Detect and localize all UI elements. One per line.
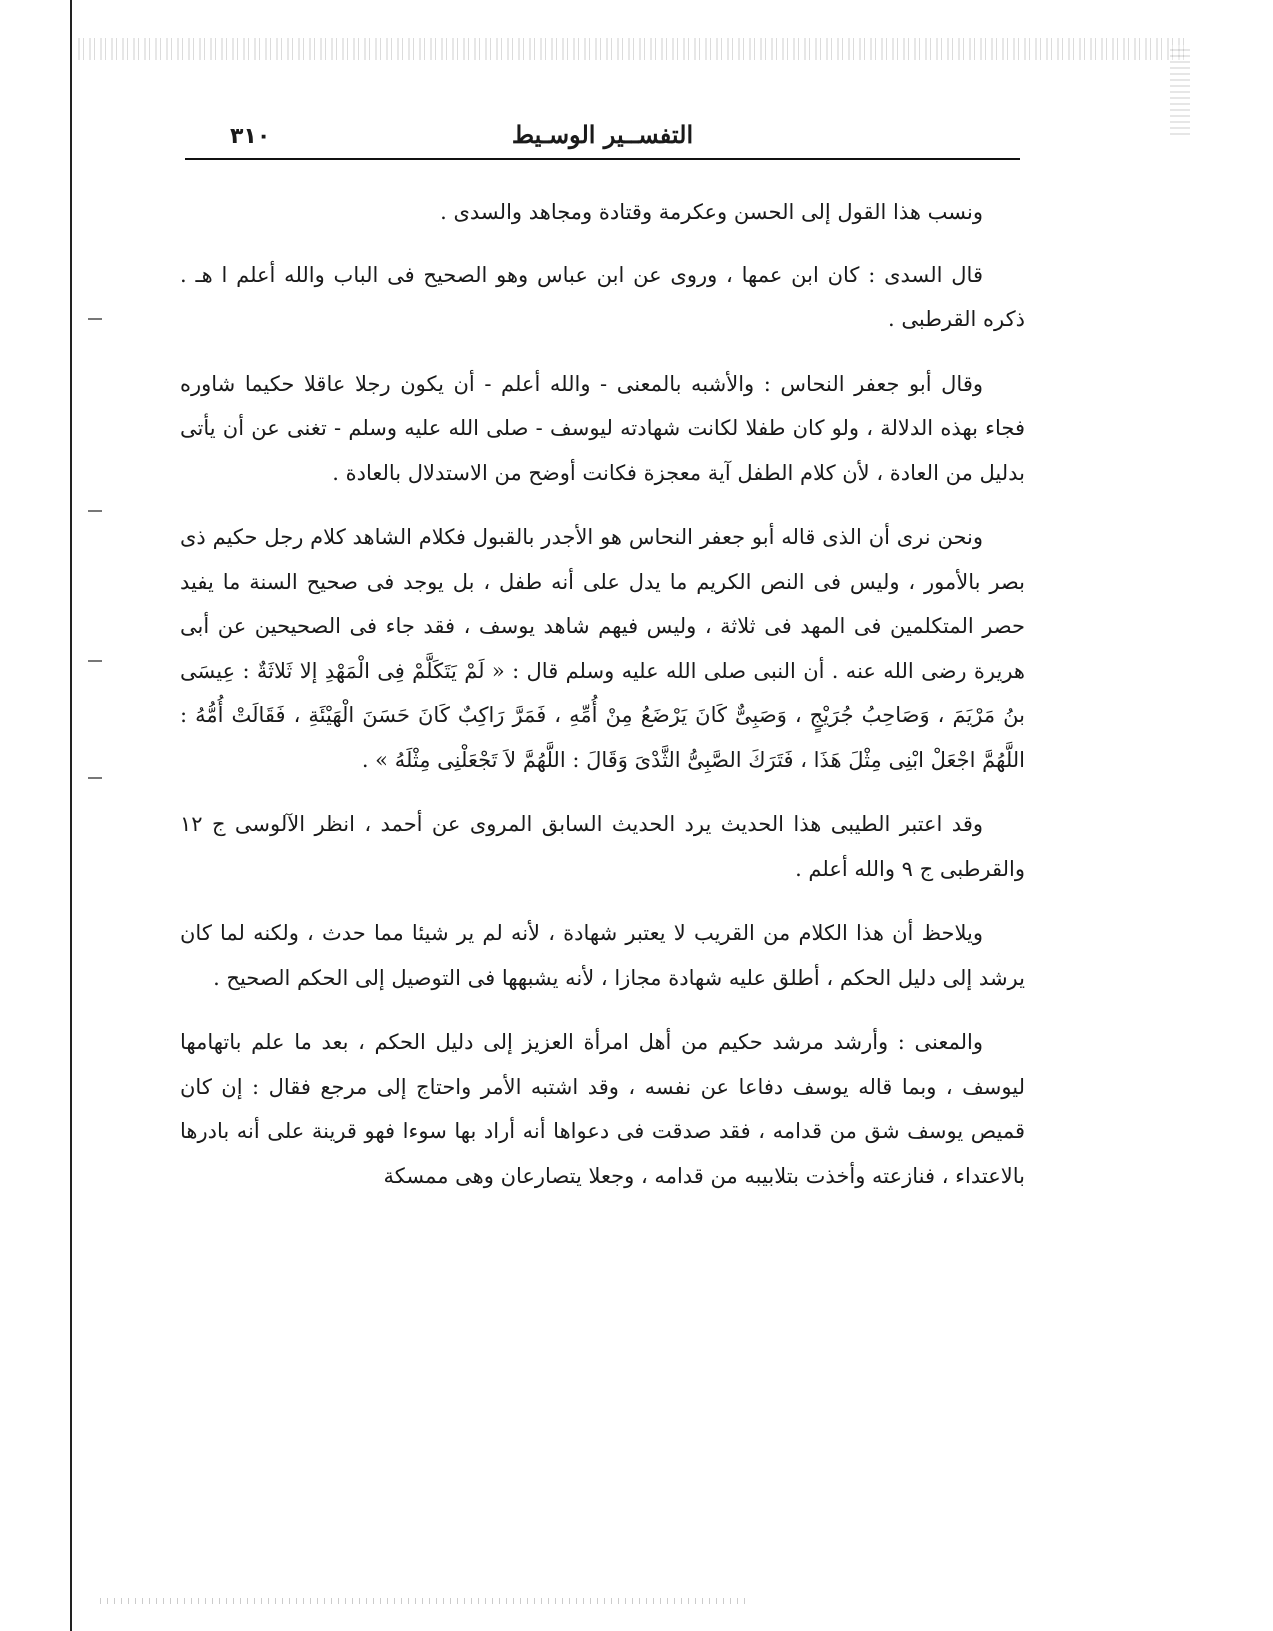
margin-mark [88,510,102,512]
scan-top-noise [78,38,1188,60]
paragraph: وقد اعتبر الطيبى هذا الحديث يرد الحديث السابق المروى عن أحمد ، انظر الآلوسى ج ١٢ والقرطبى ج ٩ والله أعلم . [180,812,1025,881]
margin-mark [88,660,102,662]
paragraph: ويلاحظ أن هذا الكلام من القريب لا يعتبر شهادة ، لأنه لم ير شيئا مما حدث ، ولكنه لما كان يرشد إلى دليل الحكم ، أطلق عليه شهادة مجازا ، لأنه يشبهها فى التوصيل إلى الحكم الصحيح . [180,921,1025,990]
running-title: التفســير الوسـيط [511,120,694,149]
page-header [185,110,1020,160]
margin-mark [88,318,102,320]
paragraph: ونسب هذا القول إلى الحسن وعكرمة وقتادة ومجاهد والسدى . [440,200,983,224]
paragraph: ونحن نرى أن الذى قاله أبو جعفر النحاس هو الأجدر بالقبول فكلام الشاهد كلام رجل حكيم ذى بصر بالأمور ، وليس فى النص الكريم ما يدل على أنه طفل ، بل يوجد فى صحيح السنة ما يفيد حصر المتكلمين فى المهد فى ثلاثة ، وليس فيهم شاهد يوسف ، فقد جاء فى الصحيحين عن أبى هريرة رضى الله عنه . أن النبى صلى الله عليه وسلم قال : « لَمْ يَتَكَلَّمْ فِى الْمَهْدِ إلا ثَلاثَةٌ : عِيسَى بنُ مَرْيَمَ ، وَصَاحِبُ جُرَيْجٍ ، وَصَبِىٌّ كَانَ يَرْضَعُ مِنْ أُمِّهِ ، فَمَرَّ رَاكِبٌ كَانَ حَسَنَ الْهَيْئَةِ ، فَقَالَتْ أُمُّهُ : اللَّهُمَّ اجْعَلْ ابْنِى مِثْلَ هَذَا ، فَتَرَكَ الصَّبِىُّ الثَّدْىَ وَقَالَ : اللَّهُمَّ لاَ تَجْعَلْنِى مِثْلَهُ » . [180,525,1025,772]
page-body [180,190,1025,1218]
paragraph: والمعنى : وأرشد مرشد حكيم من أهل امرأة العزيز إلى دليل الحكم ، بعد ما علم باتهامها ليوسف ، وبما قاله يوسف دفاعا عن نفسه ، وقد اشتبه الأمر واحتاج إلى مرجع فقال : إن كان قميص يوسف شق من قدامه ، فقد صدقت فى دعواها أنه أراد بها سوءا فهو قرينة على أنه بادرها بالاعتداء ، فنازعته وأخذت بتلابيبه من قدامه ، وجعلا يتصارعان وهى ممسكة [180,1030,1025,1188]
scan-right-noise [1170,45,1190,135]
margin-mark [88,777,102,779]
paragraph: وقال أبو جعفر النحاس : والأشبه بالمعنى - والله أعلم - أن يكون رجلا عاقلا حكيما شاوره فجاء بهذه الدلالة ، ولو كان طفلا لكانت شهادته ليوسف - صلى الله عليه وسلم - تغنى عن أن يأتى بدليل من العادة ، لأن كلام الطفل آية معجزة فكانت أوضح من الاستدلال بالعادة . [180,371,1025,485]
scan-left-border [70,0,72,1631]
paragraph: قال السدى : كان ابن عمها ، وروى عن ابن عباس وهو الصحيح فى الباب والله أعلم ا هـ . ذكره القرطبى . [180,262,1025,331]
scan-bottom-noise [100,1598,750,1604]
page-number: ٣١٠ [230,124,271,149]
